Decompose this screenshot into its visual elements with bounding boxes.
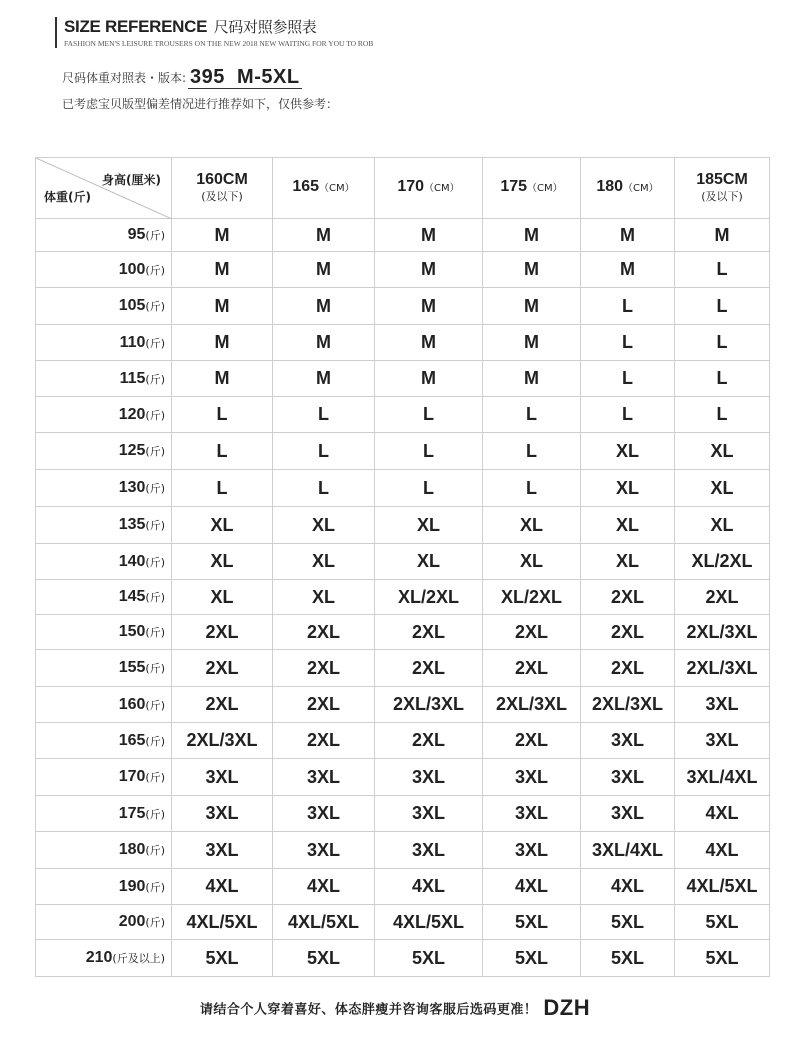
size-cell: 3XL [483,796,581,832]
weight-unit: (斤) [145,771,165,784]
size-cell: 2XL [375,650,483,687]
size-cell: M [581,219,675,252]
weight-unit: (斤) [145,591,165,604]
size-cell: XL [172,544,273,580]
weight-cell [36,869,172,905]
size-cell: M [675,219,770,252]
size-cell: XL [273,544,375,580]
table-row [36,687,770,723]
weight-value: 115 [119,369,146,387]
size-cell: 3XL [581,759,675,796]
size-cell: 3XL [273,832,375,869]
weight-unit: (斤) [145,555,165,569]
height-value: 175 [500,178,528,195]
table-row [36,905,770,940]
footer-text: 请结合个人穿着喜好、体态胖瘦并咨询客服后选码更准！ [199,1002,538,1018]
height-column-header [483,158,581,219]
size-cell: 2XL/3XL [483,687,581,723]
size-cell: 3XL [675,723,770,759]
weight-unit: (斤) [145,300,165,313]
height-unit: （CM） [319,183,355,194]
size-cell: 2XL/3XL [375,687,483,723]
weight-value: 135 [118,516,146,533]
size-cell: L [273,470,375,507]
weight-cell [36,361,172,397]
weight-value: 150 [118,623,146,640]
table-row [36,650,770,687]
weight-unit: (斤) [145,482,165,495]
weight-value: 125 [118,442,146,459]
recommendation-note: 已考虑宝贝版型偏差情况进行推荐如下，仅供参考： [62,97,339,111]
size-cell: 2XL [581,650,675,687]
table-row [36,325,770,361]
corner-cell [36,158,172,219]
height-value: 160CM [196,170,248,188]
size-cell: 2XL [273,723,375,759]
size-cell: 5XL [675,940,770,977]
size-cell: 2XL [483,615,581,650]
size-cell: 3XL [172,796,273,832]
table-row [36,397,770,433]
table-row [36,940,770,977]
table-row [36,288,770,325]
size-cell: XL [675,507,770,544]
weight-unit: (斤) [145,916,165,929]
size-cell: 4XL [273,869,375,905]
weight-value: 145 [118,588,146,605]
title-en: SIZE REFERENCE [64,17,208,36]
size-cell: 5XL [581,940,675,977]
size-cell: 2XL/3XL [675,650,770,687]
size-cell: XL [581,433,675,470]
weight-cell [36,940,172,977]
weight-value: 100 [118,260,146,278]
table-row [36,759,770,796]
size-cell: XL [273,580,375,615]
size-cell: M [375,288,483,325]
table-row [36,796,770,832]
size-cell: 2XL [273,687,375,723]
weight-unit: (斤) [145,519,165,532]
size-cell: M [273,252,375,288]
height-unit: （CM） [527,183,563,194]
size-cell: L [172,470,273,507]
weight-unit: (斤) [145,408,165,422]
corner-weight-label: 体重(斤) [44,190,91,204]
size-cell: 3XL [581,723,675,759]
page-title [64,17,394,38]
size-cell: M [375,252,483,288]
size-cell: L [273,397,375,433]
size-cell: M [172,361,273,397]
header [55,17,394,48]
size-cell: 2XL/3XL [675,615,770,650]
size-chart-table [35,157,770,977]
size-cell: M [172,325,273,361]
size-cell: M [581,252,675,288]
weight-cell [36,397,172,433]
size-cell: XL/2XL [675,544,770,580]
size-cell: 3XL/4XL [675,759,770,796]
size-cell: 4XL [375,869,483,905]
size-cell: 5XL [273,940,375,977]
size-cell: 5XL [375,940,483,977]
weight-cell [36,796,172,832]
size-cell: XL [375,507,483,544]
size-cell: L [675,288,770,325]
size-cell: L [375,470,483,507]
size-cell: 2XL [172,615,273,650]
weight-cell [36,507,172,544]
size-cell: XL [675,433,770,470]
weight-value: 180 [118,841,146,858]
size-cell: 3XL [375,759,483,796]
table-row [36,470,770,507]
size-cell: XL [172,580,273,615]
height-value: 185CM [696,170,748,188]
weight-cell [36,687,172,723]
size-cell: 4XL [172,869,273,905]
size-cell: 3XL [675,687,770,723]
size-cell: 2XL [172,687,273,723]
size-cell: 2XL [375,723,483,759]
weight-unit: (斤) [145,263,165,277]
size-cell: L [172,397,273,433]
weight-cell [36,650,172,687]
size-cell: 3XL [375,796,483,832]
header-row [36,158,770,219]
brand-logo: DZH [543,995,591,1020]
table-row [36,544,770,580]
table-row [36,832,770,869]
size-chart-body [36,158,770,977]
size-cell: 3XL [483,832,581,869]
weight-value: 105 [118,297,146,314]
size-cell: 3XL/4XL [581,832,675,869]
size-cell: XL [483,507,581,544]
size-cell: XL [483,544,581,580]
weight-value: 170 [118,768,146,785]
height-unit: （CM） [623,183,659,194]
weight-value: 200 [118,913,146,930]
size-cell: XL [675,470,770,507]
size-cell: 2XL [273,650,375,687]
weight-unit: (斤) [145,229,165,242]
size-cell: 4XL [675,832,770,869]
height-value: 180 [596,178,624,195]
size-cell: M [483,325,581,361]
size-cell: M [273,219,375,252]
weight-unit: (斤) [145,626,165,639]
size-cell: 2XL [675,580,770,615]
weight-cell [36,723,172,759]
size-cell: 3XL [581,796,675,832]
height-column-header [273,158,375,219]
corner-height-label: 身高(厘米) [102,173,161,187]
size-cell: XL/2XL [483,580,581,615]
weight-unit: (斤) [145,698,165,712]
size-cell: 2XL [273,615,375,650]
size-cell: 3XL [375,832,483,869]
size-cell: 3XL [483,759,581,796]
size-cell: 5XL [675,905,770,940]
size-cell: 3XL [172,759,273,796]
weight-value: 190 [118,877,146,895]
size-cell: XL [273,507,375,544]
height-note: (及以下) [201,189,243,203]
size-cell: L [375,433,483,470]
size-cell: XL [172,507,273,544]
weight-cell [36,544,172,580]
size-cell: 5XL [483,905,581,940]
size-cell: 4XL [483,869,581,905]
size-cell: 4XL/5XL [375,905,483,940]
title-cn: 尺码对照参照表 [213,19,317,36]
height-column-header [581,158,675,219]
weight-cell [36,832,172,869]
weight-unit: (斤) [145,662,165,675]
size-cell: 5XL [172,940,273,977]
weight-cell [36,219,172,252]
weight-unit: (斤) [145,445,165,458]
height-value: 170 [397,178,425,195]
height-column-header [172,158,273,219]
size-cell: 2XL/3XL [172,723,273,759]
size-cell: M [273,361,375,397]
size-cell: L [675,325,770,361]
size-cell: M [273,288,375,325]
weight-unit: (斤) [145,734,165,748]
table-row [36,723,770,759]
table-row [36,433,770,470]
size-cell: 2XL [581,580,675,615]
table-row [36,507,770,544]
weight-value: 95 [127,226,146,243]
size-cell: M [483,252,581,288]
size-cell: 4XL/5XL [675,869,770,905]
size-cell: L [581,288,675,325]
size-cell: L [483,397,581,433]
weight-unit: (斤) [145,880,165,894]
weight-value: 210 [85,949,113,966]
size-cell: 2XL [172,650,273,687]
weight-unit: (斤) [145,844,165,857]
size-cell: 2XL [483,650,581,687]
size-cell: 2XL [483,723,581,759]
height-value: 165 [292,178,320,195]
size-cell: 2XL [375,615,483,650]
size-cell: XL [581,470,675,507]
size-cell: L [675,252,770,288]
weight-cell [36,433,172,470]
weight-unit: (斤及以上) [112,952,165,965]
size-cell: 4XL [581,869,675,905]
weight-cell [36,325,172,361]
size-cell: L [273,433,375,470]
height-unit: （CM） [424,183,460,194]
size-cell: 4XL [675,796,770,832]
weight-cell [36,470,172,507]
weight-value: 160 [118,695,146,713]
subtitle: FASHION MEN'S LEISURE TROUSERS ON THE NEW 2018 NEW WAITING FOR YOU TO ROB [64,39,374,48]
weight-value: 140 [118,552,146,570]
weight-value: 155 [118,659,146,676]
size-cell: 4XL/5XL [172,905,273,940]
size-cell: M [172,252,273,288]
size-cell: L [172,433,273,470]
size-cell: L [581,325,675,361]
size-cell: L [675,361,770,397]
size-cell: M [273,325,375,361]
size-cell: L [675,397,770,433]
size-cell: L [483,433,581,470]
size-cell: XL [581,507,675,544]
size-cell: M [483,288,581,325]
size-cell: M [483,361,581,397]
height-column-header [375,158,483,219]
weight-cell [36,252,172,288]
table-row [36,361,770,397]
size-cell: XL [581,544,675,580]
size-cell: 2XL [581,615,675,650]
size-cell: 3XL [273,796,375,832]
weight-value: 175 [118,804,146,822]
weight-cell [36,759,172,796]
size-cell: M [375,219,483,252]
size-cell: 5XL [581,905,675,940]
size-cell: 4XL/5XL [273,905,375,940]
size-cell: L [375,397,483,433]
weight-unit: (斤) [145,372,165,386]
table-row [36,580,770,615]
weight-value: 110 [119,333,146,351]
size-cell: XL [375,544,483,580]
weight-value: 165 [118,731,146,749]
table-row [36,615,770,650]
version-value: 395 M-5XL [190,66,300,88]
size-cell: L [581,397,675,433]
table-row [36,219,770,252]
version-label: 尺码体重对照表・版本: [62,71,187,85]
size-cell: M [375,325,483,361]
size-cell: 5XL [483,940,581,977]
weight-value: 120 [118,405,146,423]
height-column-header [675,158,770,219]
size-cell: M [172,288,273,325]
weight-cell [36,580,172,615]
weight-cell [36,905,172,940]
table-row [36,252,770,288]
size-cell: 3XL [273,759,375,796]
weight-cell [36,615,172,650]
table-row [36,869,770,905]
size-cell: L [483,470,581,507]
weight-unit: (斤) [145,336,165,350]
size-cell: L [581,361,675,397]
size-cell: XL/2XL [375,580,483,615]
weight-value: 130 [118,479,146,496]
weight-unit: (斤) [145,807,165,821]
size-cell: M [375,361,483,397]
weight-cell [36,288,172,325]
size-cell: M [483,219,581,252]
footer [0,995,790,1021]
version-line [62,66,302,89]
size-cell: M [172,219,273,252]
size-cell: 2XL/3XL [581,687,675,723]
height-note: (及以下) [701,189,743,203]
size-cell: 3XL [172,832,273,869]
